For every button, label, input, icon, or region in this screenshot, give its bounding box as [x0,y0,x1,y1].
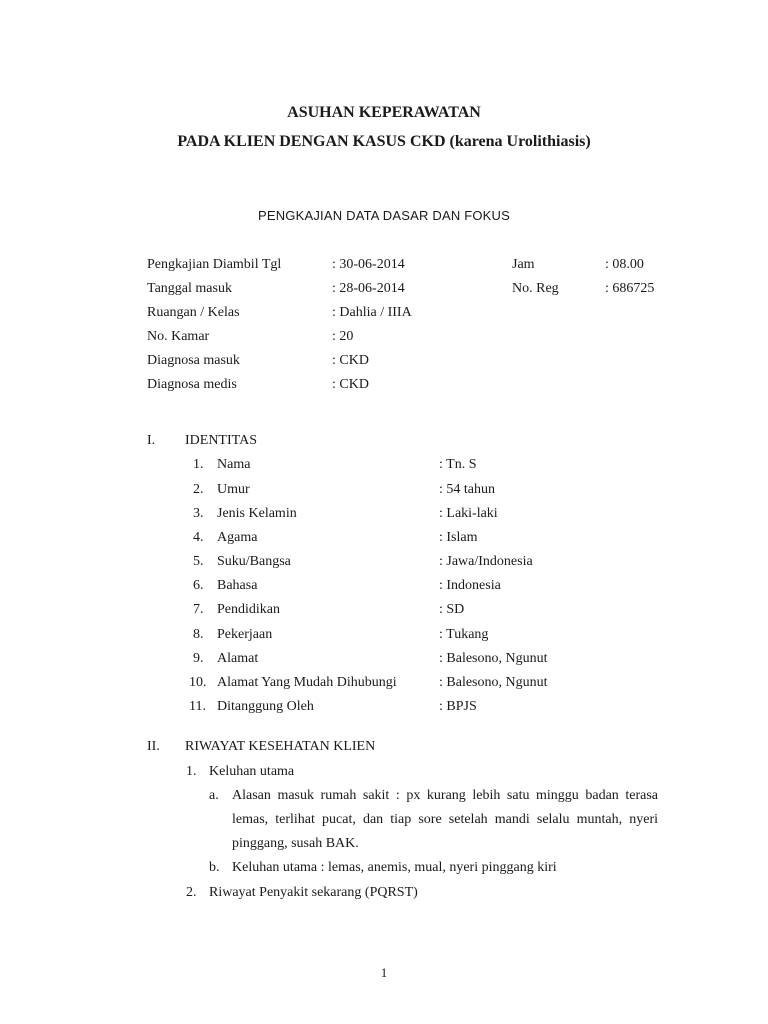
assessment-extra-label: No. Reg [512,281,559,296]
list-item-label: Suku/Bangsa [217,554,291,569]
assessment-label: Diagnosa masuk [147,353,240,368]
list-item-label: Nama [217,457,251,472]
assessment-value: : 20 [332,329,354,344]
assessment-label: No. Kamar [147,329,210,344]
list-item-number: 11. [189,699,206,714]
list-item-value: : Indonesia [439,578,501,593]
assessment-label: Diagnosa medis [147,377,237,392]
list-item-number: 5. [193,554,204,569]
sub-item-marker: b. [209,860,220,875]
list-item-number: 8. [193,627,204,642]
list-item-number: 4. [193,530,204,545]
list-item-value: : Balesono, Ngunut [439,651,548,666]
list-item-label: Bahasa [217,578,258,593]
assessment-label: Ruangan / Kelas [147,305,240,320]
assessment-label: Tanggal masuk [147,281,232,296]
section-heading: PENGKAJIAN DATA DASAR DAN FOKUS [257,208,511,223]
list-item-number: 6. [193,578,204,593]
list-item-number: 2. [193,482,204,497]
list-item-label: Riwayat Penyakit sekarang (PQRST) [209,885,418,900]
list-item-value: : Jawa/Indonesia [439,554,533,569]
list-item-number: 9. [193,651,204,666]
assessment-value: : CKD [332,377,369,392]
document-title: ASUHAN KEPERAWATAN [287,104,481,121]
sub-item-marker: a. [209,788,219,803]
list-item-label: Jenis Kelamin [217,506,297,521]
sub-item-text: Alasan masuk rumah sakit : px kurang lebih satu minggu badan terasa lemas, terlihat pucat, dan tiap sore setelah mandi selalu muntah, nyeri pinggang, susah BAK. [232,788,658,851]
list-item-value: : Islam [439,530,478,545]
section-title: IDENTITAS [185,433,257,448]
list-item-number: 7. [193,602,204,617]
list-item-value: : BPJS [439,699,477,714]
list-item-label: Keluhan utama [209,764,295,779]
list-item-number: 1. [193,457,204,472]
list-item-value: : Tn. S [439,457,477,472]
sub-item-text: Keluhan utama : lemas, anemis, mual, nyeri pinggang kiri [232,860,557,875]
assessment-value: : CKD [332,353,369,368]
list-item-value: : Balesono, Ngunut [439,675,548,690]
list-item-label: Agama [217,530,258,545]
section-numeral: II. [147,739,160,754]
assessment-extra-value: : 686725 [605,281,655,296]
list-item-label: Pendidikan [217,602,280,617]
assessment-extra-label: Jam [512,257,535,272]
assessment-value: : Dahlia / IIIA [332,305,412,320]
assessment-value: : 28-06-2014 [332,281,405,296]
list-item-number: 3. [193,506,204,521]
list-item-label: Pekerjaan [217,627,273,642]
list-item-number: 2. [186,885,197,900]
list-item-label: Alamat [217,651,259,666]
list-item-value: : 54 tahun [439,482,495,497]
list-item-value: : Laki-laki [439,506,498,521]
list-item-number: 10. [189,675,207,690]
section-title: RIWAYAT KESEHATAN KLIEN [185,739,376,754]
document-subtitle: PADA KLIEN DENGAN KASUS CKD (karena Urolithiasis) [177,133,591,150]
section-numeral: I. [147,433,156,448]
list-item-label: Ditanggung Oleh [217,699,314,714]
page-number: 1 [380,965,388,980]
list-item-number: 1. [186,764,197,779]
assessment-value: : 30-06-2014 [332,257,405,272]
list-item-value: : SD [439,602,465,617]
assessment-extra-value: : 08.00 [605,257,644,272]
list-item-label: Umur [217,482,250,497]
assessment-label: Pengkajian Diambil Tgl [147,257,282,272]
list-item-label: Alamat Yang Mudah Dihubungi [217,675,397,690]
list-item-value: : Tukang [439,627,489,642]
